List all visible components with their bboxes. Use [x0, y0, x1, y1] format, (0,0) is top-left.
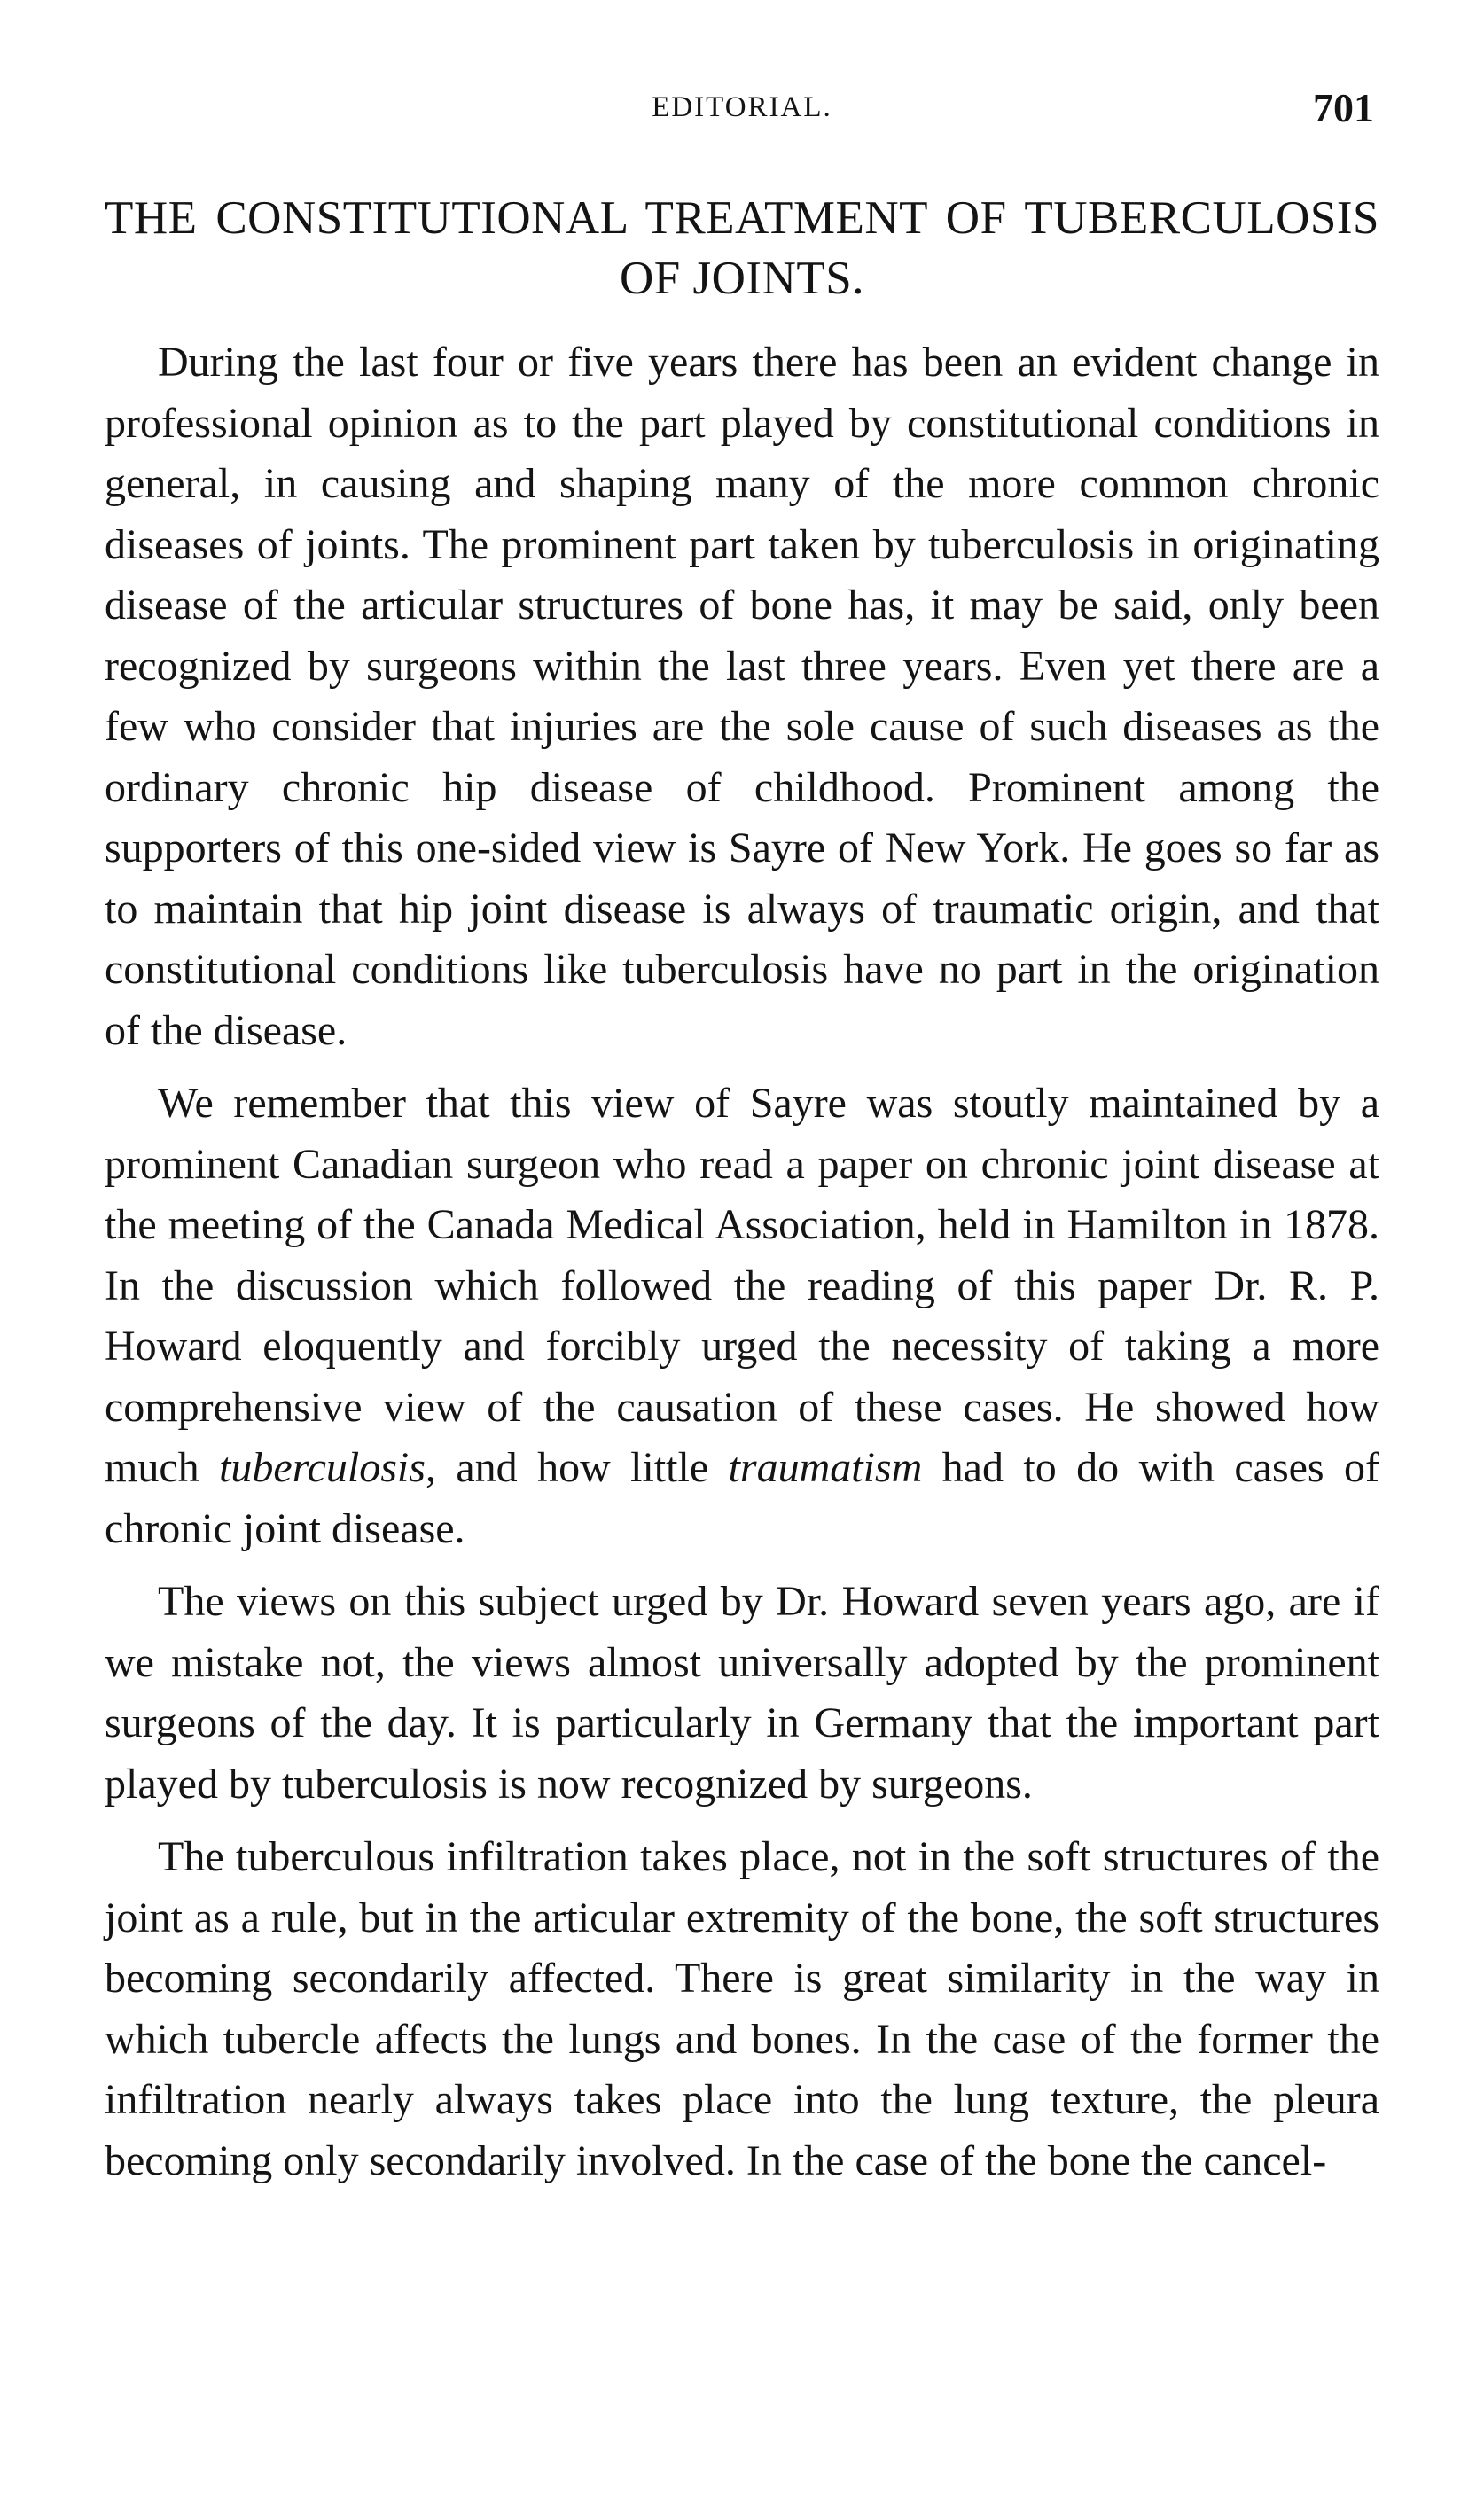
paragraph-2-text-end: had to do with cases of chronic joint disease.: [105, 1444, 1380, 1552]
page-number: 701: [1313, 85, 1374, 130]
paragraph-4: The tuberculous infiltration takes place, not in the soft structures of the joint as a rule, but in the articular extremity of the bone, the soft structures becoming secondarily affected. There is great similarity in the way in which tubercle affects the lungs and bones. In the case of the former the infiltration nearly always takes place into the lung texture, the pleura becoming only secondarily involved. In the case of the bone the cancel-: [105, 1833, 1379, 2184]
paragraph-1: During the last four or five years there has been an evident change in professional opinion as to the part played by constitutional conditions in general, in causing and shaping many of the more common chronic diseases of joints. The prominent part taken by tuberculosis in originating disease of the articular structures of bone has, it may be said, only been recognized by surgeons within the last three years. Even yet there are a few who consider that injuries are the sole cause of such diseases as the ordinary chronic hip disease of childhood. Prominent among the supporters of this one-sided view is Sayre of New York. He goes so far as to maintain that hip joint disease is always of traumatic origin, and that constitutional conditions like tuberculosis have no part in the origination of the disease.: [105, 339, 1379, 1054]
running-title: EDITORIAL.: [652, 91, 832, 123]
paragraph-2: [105, 1074, 1379, 1559]
article-title: THE CONSTITUTIONAL TREATMENT OF TUBERCULOSIS OF JOINTS.: [105, 192, 1379, 304]
paragraph-2-text-start: We remember that this view of Sayre was stoutly maintained by a prominent Canadian surgeon who read a paper on chronic joint disease at the meeting of the Canada Medical Association, held in Hamilton in 1878. In the discussion which followed the reading of this paper Dr. R. P. Howard eloquently and forcibly urged the necessity of taking a more comprehensive view of the causation of these cases. He showed how much: [105, 1080, 1379, 1491]
italic-term-tuberculosis: tuberculosis: [219, 1444, 426, 1491]
italic-term-traumatism: traumatism: [728, 1444, 923, 1491]
paragraph-3: The views on this subject urged by Dr. Howard seven years ago, are if we mistake not, the views almost universally adopted by the prominent surgeons of the day. It is particularly in Germany that the important part played by tuberculosis is now recognized by surgeons.: [105, 1578, 1379, 1808]
article-body: [105, 332, 1379, 2204]
running-head: [105, 84, 1379, 137]
paragraph-2-text-middle: , and how little: [425, 1444, 729, 1491]
